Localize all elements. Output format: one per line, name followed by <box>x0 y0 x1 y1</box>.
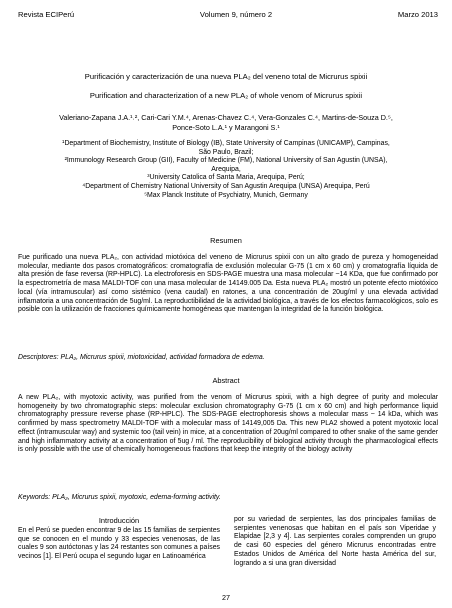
keywords-label: Descriptores: <box>18 354 59 361</box>
author-list <box>22 113 430 133</box>
issue-date: Marzo 2013 <box>397 10 438 19</box>
intro-left-column <box>18 516 220 562</box>
authors-line-1: Valeriano-Zapana J.A.¹˒², Cari-Cari Y.M.⁴, Arenas-Chavez C.⁴, Vera-Gonzales C.⁴, Martins-de-Souza D.⁵, <box>59 113 393 122</box>
affiliation-line: Arequipa, <box>211 165 241 173</box>
abstract-heading: Abstract <box>212 376 240 385</box>
affiliation-line: ⁵Max Planck Institute of Psychiatry, Munich, Germany <box>144 191 308 199</box>
title-english: Purification and characterization of a new PLA₂ of whole venom of Micrurus spixii <box>89 91 363 100</box>
keywords-text: PLA₂, Micrurus spixii, miotoxicidad, actividad formadora de edema. <box>60 354 265 361</box>
intro-heading: Introducción <box>98 516 140 525</box>
intro-left-text: En el Perú se pueden encontrar 9 de las 15 familias de serpientes que se conocen en el mundo y 33 especies venenosas, de las cuales 9 son autóctonas y las 24 restantes son comunes a países vecinos [1]. El Perú ocupa el segundo lugar en Latinoamérica <box>18 527 220 561</box>
abstract-body: A new PLA₂, with myotoxic activity, was purified from the venom of Micrurus spixii, with a high degree of purity and molecular homogeneity by two chromatographic steps: molecular exclusion chromatography G-75 (1 cm x 60 cm) and high performance liquid chromatography pressure reverse phase (RP-HPLC). The SDS-PAGE electrophoresis shows a molecular mass ~ 14 kDa, which was confirmed by mass spectrometry MALDI-TOF with a molecular mass of 14149,005 Da. This new PLA2 showed a potent myotoxic local effect (intramuscular way) and systemic too (tail vein) in mice, at a concentration of 20ug/ml compared to other snake of the same gender and high inflammatory activity at a concentration of 5ug / ml. The reproducibility of biological activity through the pharmacological effects is only possible with the use of chemically homogeneous fractions that keep the integrity of the biology activity <box>18 394 438 454</box>
resumen-body: Fue purificado una nueva PLA₂, con actividad miotóxica del veneno de Micrurus spixii con un alto grado de pureza y homogeneidad molecular, mediante dos pasos cromatográficos: cromatografía de exclusión molecular G-75 (1 cm x 60 cm) y cromatografía líquida de alta presión de fase reversa (RP-HPLC). La electroforesis en SDS-PAGE muestra una masa molecular ~14 KDa, que fue confirmado por la espectrometría de masa MALDI-TOF con una masa molecular de 14149.005 Da. Esta nueva PLA₂ mostró un potente efecto miotóxico local (vía intramuscular) así como sistémico (vena caudal) en ratones, a una concentración de 20ug/ml y una elevada actividad inflamatoria a una concentración de 5ug/ml. La reproductibilidad de la actividad biológica, a través de los efectos farmacológicos, solo es posible con la utilización de fracciones químicamente homogéneas que mantengan la integridad de la función biológica. <box>18 254 438 314</box>
affiliation-line: São Paulo, Brazil; <box>198 148 254 156</box>
volume-number: Volumen 9, número 2 <box>199 10 273 19</box>
affiliation-line: ¹Department of Biochemistry, Institute of Biology (IB), State University of Campinas (UNICAMP), Campinas, <box>62 140 390 147</box>
authors-line-2: Ponce-Soto L.A.¹ y Marangoni S.¹ <box>172 123 280 132</box>
intro-right-column <box>234 516 436 568</box>
journal-name: Revista ECIPerú <box>18 10 75 19</box>
intro-right-text: por su variedad de serpientes, las dos principales familias de serpientes venenosas que habitan en el país son Viperidae y Elapidae [2,3 y 4]. Las serpientes corales comprenden un grupo de casi 60 especies del género Micrurus encontradas entre Estados Unidos de América del Norte hasta América del sur, logrando a si una gran diversidad <box>234 516 436 567</box>
keywords-label: Keywords: <box>18 494 51 501</box>
affiliation-line: ³University Catolica of Santa Maria, Arequipa, Perú; <box>147 174 305 182</box>
keywords-text: PLA₂, Micrurus spixii, myotoxic, edema-forming activity. <box>52 494 221 501</box>
resumen-keywords <box>18 353 438 362</box>
resumen-heading: Resumen <box>210 236 242 245</box>
affiliation-line: ⁴Department of Chemistry National University of San Agustin Arequipa (UNSA) Arequipa, Perú <box>82 182 370 190</box>
affiliation-line: ²Immunology Research Group (GII), Faculty of Medicine (FM), National University of San Agustin (UNSA), <box>64 157 388 165</box>
page-number: 27 <box>222 593 230 602</box>
title-spanish: Purificación y caracterización de una nueva PLA₂ del veneno total de Micrurus spixii <box>84 72 368 81</box>
abstract-keywords <box>18 493 438 502</box>
running-header <box>18 10 438 20</box>
affiliations <box>22 140 430 200</box>
